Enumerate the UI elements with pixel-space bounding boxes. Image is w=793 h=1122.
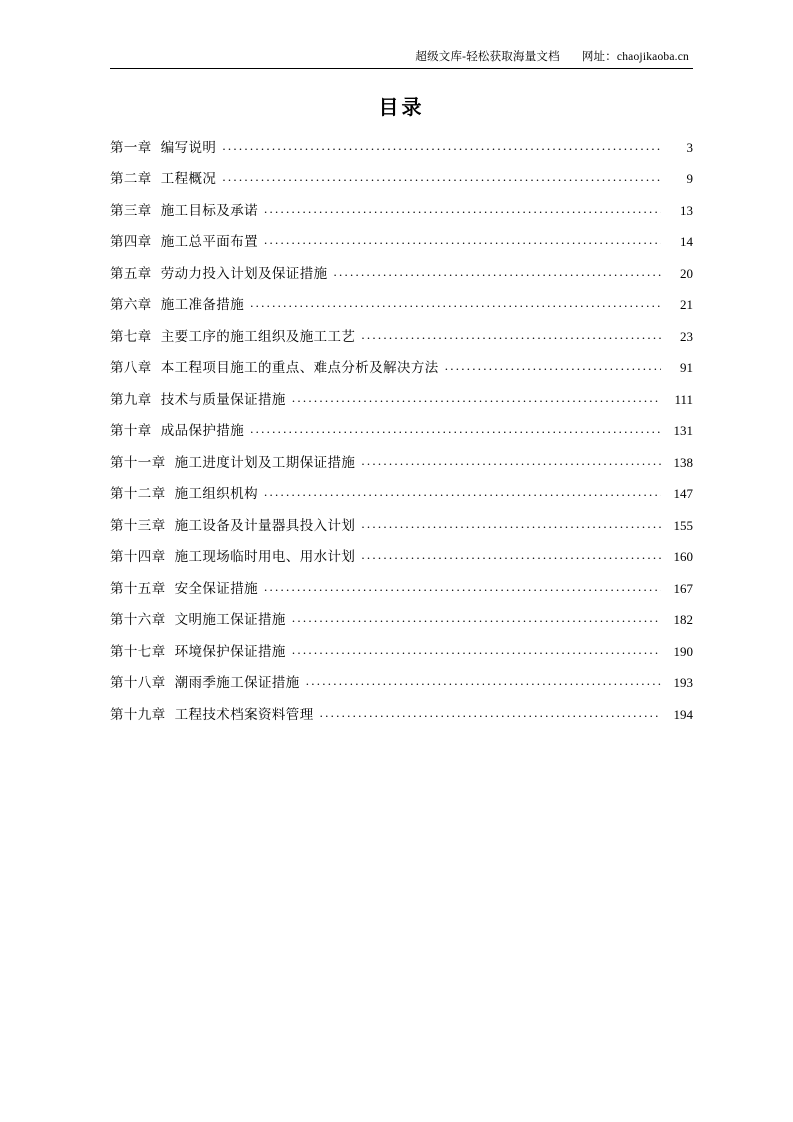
toc-leader-dots [306,674,661,688]
toc-entry[interactable] [110,453,693,469]
toc-entry-title: 环境保护保证措施 [174,643,286,659]
toc-leader-dots [222,138,661,152]
toc-entry[interactable] [110,611,693,627]
toc-leader-dots [264,201,661,215]
toc-leader-dots [320,705,661,719]
toc-entry-title: 潮雨季施工保证措施 [174,675,300,690]
toc-entry[interactable] [110,422,693,438]
toc-entry-chapter: 第六章 [110,297,152,312]
toc-entry[interactable] [110,327,693,343]
toc-entry-chapter: 第二章 [110,171,152,186]
toc-entry[interactable] [110,705,693,721]
toc-leader-dots [250,422,661,436]
toc-entry-chapter: 第三章 [110,202,152,218]
toc-leader-dots [361,548,661,562]
toc-entry-title: 施工组织机构 [174,486,259,501]
toc-entry[interactable] [110,138,693,154]
toc-entry-page-number: 131 [673,423,693,438]
toc-entry-chapter: 第十六章 [110,612,166,627]
header-divider [110,68,693,69]
toc-entry[interactable] [110,233,693,249]
toc-entry-page-number: 3 [686,139,693,155]
toc-leader-dots [264,485,661,499]
toc-entry-title: 施工目标及承诺 [160,202,259,218]
toc-entry-page-number: 160 [673,549,693,564]
toc-entry[interactable] [110,674,693,690]
page-title: 目录 [378,97,425,119]
toc-entry[interactable] [110,390,693,406]
toc-entry-page-number: 21 [680,297,693,312]
toc-entry-chapter: 第十七章 [110,643,166,659]
toc-entry-page-number: 194 [673,706,693,722]
toc-entry-page-number: 147 [673,486,693,501]
toc-entry-chapter: 第八章 [110,360,152,375]
toc-leader-dots [250,296,661,310]
toc-entry-chapter: 第十章 [110,423,152,438]
toc-entry[interactable] [110,548,693,564]
header-site-url: 网址：chaojikaoba.cn [581,51,689,63]
toc-entry-chapter: 第十四章 [110,549,166,564]
toc-entry-chapter: 第七章 [110,328,152,344]
toc-entry-title: 劳动力投入计划及保证措施 [160,265,328,281]
toc-entry[interactable] [110,296,693,312]
toc-leader-dots [361,516,661,530]
toc-leader-dots [445,359,661,373]
toc-entry-title: 成品保护措施 [160,423,245,438]
toc-entry-page-number: 13 [680,202,693,218]
toc-leader-dots [292,611,661,625]
toc-entry[interactable] [110,359,693,375]
toc-entry-chapter: 第九章 [110,391,152,407]
toc-entry-page-number: 193 [673,675,693,690]
toc-entry-page-number: 9 [686,171,693,186]
toc-entry-title: 编写说明 [160,139,217,155]
page-header [110,48,693,67]
table-of-contents [110,138,693,721]
toc-entry[interactable] [110,264,693,280]
toc-leader-dots [292,642,661,656]
toc-entry-chapter: 第五章 [110,265,152,281]
toc-entry-page-number: 14 [680,234,693,249]
toc-entry-title: 施工准备措施 [160,297,245,312]
toc-entry-page-number: 20 [680,265,693,281]
toc-leader-dots [222,170,661,184]
toc-entry-page-number: 111 [674,391,693,407]
header-brand: 超级文库-轻松获取海量文档 [415,51,560,63]
toc-entry-page-number: 91 [680,360,693,375]
toc-leader-dots [292,390,661,404]
toc-entry-title: 技术与质量保证措施 [160,391,286,407]
toc-entry-title: 文明施工保证措施 [174,612,286,627]
toc-entry-chapter: 第一章 [110,139,152,155]
toc-leader-dots [361,327,661,341]
toc-entry-page-number: 182 [673,612,693,627]
toc-entry-page-number: 167 [673,580,693,596]
toc-entry[interactable] [110,579,693,595]
toc-entry-title: 本工程项目施工的重点、难点分析及解决方法 [160,360,439,375]
toc-entry-page-number: 155 [673,517,693,533]
toc-entry[interactable] [110,170,693,186]
toc-entry-title: 施工设备及计量器具投入计划 [174,517,356,533]
toc-entry-chapter: 第十三章 [110,517,166,533]
toc-entry-chapter: 第十八章 [110,675,166,690]
toc-entry-title: 工程概况 [160,171,217,186]
toc-entry-title: 工程技术档案资料管理 [174,706,314,722]
toc-entry-title: 安全保证措施 [174,580,259,596]
toc-entry[interactable] [110,642,693,658]
toc-entry-title: 施工进度计划及工期保证措施 [174,454,356,470]
toc-entry-chapter: 第十二章 [110,486,166,501]
toc-entry-chapter: 第十五章 [110,580,166,596]
toc-leader-dots [334,264,661,278]
toc-entry-title: 施工现场临时用电、用水计划 [174,549,356,564]
toc-entry-chapter: 第十一章 [110,454,166,470]
toc-leader-dots [361,453,661,467]
toc-entry[interactable] [110,485,693,501]
toc-entry-chapter: 第十九章 [110,706,166,722]
toc-entry-title: 主要工序的施工组织及施工工艺 [160,328,356,344]
toc-leader-dots [264,579,661,593]
toc-entry[interactable] [110,516,693,532]
toc-entry-page-number: 138 [673,454,693,470]
toc-entry-page-number: 190 [673,643,693,659]
toc-leader-dots [264,233,661,247]
toc-entry[interactable] [110,201,693,217]
toc-entry-title: 施工总平面布置 [160,234,259,249]
toc-entry-chapter: 第四章 [110,234,152,249]
toc-entry-page-number: 23 [680,328,693,344]
